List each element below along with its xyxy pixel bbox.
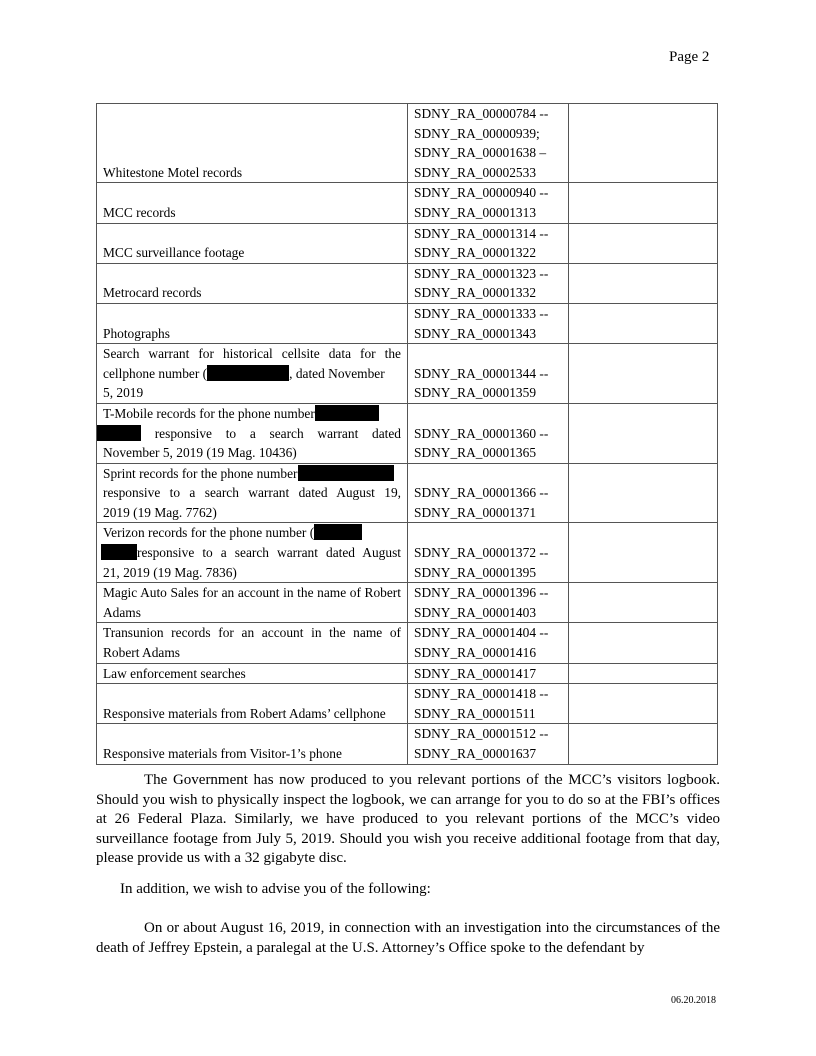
desc-line: 2019 (19 Mag. 7762) <box>103 504 217 520</box>
table-row <box>97 344 718 404</box>
bates-line: SDNY_RA_00001365 <box>414 445 537 461</box>
bates-range <box>408 523 569 583</box>
empty-cell <box>569 403 718 463</box>
row-description: Photographs <box>97 303 408 343</box>
table-row <box>97 183 718 223</box>
bates-line: SDNY_RA_00001637 <box>414 746 537 761</box>
desc-line <box>103 364 401 384</box>
bates-range <box>408 344 569 404</box>
bates-range <box>408 684 569 724</box>
row-description: Responsive materials from Visitor-1’s phone <box>97 724 408 764</box>
desc-fragment: Verizon records for the phone number ( <box>103 525 315 541</box>
redaction-box <box>298 465 394 481</box>
bates-range <box>408 104 569 183</box>
empty-cell <box>569 104 718 183</box>
bates-line: SDNY_RA_00001416 <box>414 645 537 661</box>
desc-fragment: cellphone number ( <box>103 365 208 381</box>
desc-line: November 5, 2019 (19 Mag. 10436) <box>103 445 297 461</box>
desc-line: Search warrant for historical cellsite data for the <box>103 346 401 362</box>
discovery-table <box>96 103 718 765</box>
bates-line: SDNY_RA_00001323 -- <box>414 265 549 281</box>
bates-line: SDNY_RA_00001511 <box>414 705 536 721</box>
bates-line: SDNY_RA_00001344 -- <box>414 365 549 381</box>
desc-line: 5, 2019 <box>103 385 144 401</box>
row-description <box>97 523 408 583</box>
redaction-box <box>315 405 379 421</box>
empty-cell <box>569 263 718 303</box>
desc-fragment: T-Mobile records for the phone number <box>103 405 315 421</box>
desc-fragment: Sprint records for the phone number <box>103 465 298 481</box>
table-row <box>97 623 718 663</box>
bates-line: SDNY_RA_00001313 <box>414 204 537 220</box>
empty-cell <box>569 303 718 343</box>
desc-line: 21, 2019 (19 Mag. 7836) <box>103 564 237 580</box>
bates-range <box>408 623 569 663</box>
bates-line: SDNY_RA_00001417 <box>414 665 537 681</box>
table-row <box>97 463 718 523</box>
empty-cell <box>569 223 718 263</box>
empty-cell <box>569 583 718 623</box>
bates-line: SDNY_RA_00001403 <box>414 604 537 620</box>
bates-line: SDNY_RA_00001372 -- <box>414 545 549 561</box>
page-number: Page 2 <box>669 49 710 65</box>
body-paragraph: The Government has now produced to you relevant portions of the MCC’s visitors logbook. Should you wish to physically inspect the logbook, we can arrange for you to do so at the FBI’s offices at 26 Federal Plaza. Similarly, we have produced to you relevant portions of the MCC’s video surveillance footage from July 5, 2019. Should you wish you receive additional footage from that day, please provide us with a 32 gigabyte disc. <box>96 772 720 866</box>
row-description: Magic Auto Sales for an account in the name of Robert Adams <box>97 583 408 623</box>
bates-range <box>408 583 569 623</box>
empty-cell <box>569 623 718 663</box>
desc-line <box>103 464 401 484</box>
table-row <box>97 724 718 764</box>
redaction-box <box>97 425 141 441</box>
bates-line: SDNY_RA_00001396 -- <box>414 585 549 601</box>
bates-range <box>408 183 569 223</box>
row-description: MCC records <box>97 183 408 223</box>
body-paragraph: On or about August 16, 2019, in connection with an investigation into the circumstances of the death of Jeffrey Epstein, a paralegal at the U.S. Attorney’s Office spoke to the defendant by <box>96 920 720 956</box>
bates-line: SDNY_RA_00001314 -- <box>414 225 549 241</box>
bates-line: SDNY_RA_00001418 -- <box>414 686 549 702</box>
bates-range <box>408 463 569 523</box>
bates-line: SDNY_RA_00001638 – <box>414 145 547 161</box>
table-row <box>97 684 718 724</box>
body-paragraph: In addition, we wish to advise you of the following: <box>120 881 431 897</box>
bates-range <box>408 263 569 303</box>
bates-line: SDNY_RA_00000940 -- <box>414 185 549 201</box>
desc-line <box>103 543 401 563</box>
table-row <box>97 583 718 623</box>
row-description <box>97 403 408 463</box>
bates-line: SDNY_RA_00002533 <box>414 164 537 180</box>
table-row <box>97 303 718 343</box>
row-description: Metrocard records <box>97 263 408 303</box>
redaction-box <box>207 365 289 381</box>
bates-range <box>408 303 569 343</box>
footer-date: 06.20.2018 <box>671 995 716 1006</box>
table-row <box>97 104 718 183</box>
bates-line: SDNY_RA_00001322 <box>414 245 537 261</box>
bates-line: SDNY_RA_00000939; <box>414 125 540 141</box>
bates-line: SDNY_RA_00000784 -- <box>414 106 549 121</box>
row-description <box>97 463 408 523</box>
table-row <box>97 263 718 303</box>
bates-line: SDNY_RA_00001395 <box>414 564 537 580</box>
bates-range <box>408 223 569 263</box>
bates-range <box>408 663 569 684</box>
redaction-box <box>314 524 362 540</box>
bates-line: SDNY_RA_00001359 <box>414 385 537 401</box>
redaction-box <box>101 544 137 560</box>
row-description: Whitestone Motel records <box>97 104 408 183</box>
desc-line: responsive to a search warrant dated August 19, <box>103 485 401 501</box>
desc-line <box>103 523 401 543</box>
desc-line: Responsive materials from Robert Adams’ cellphone <box>103 705 386 721</box>
table-row <box>97 663 718 684</box>
empty-cell <box>569 684 718 724</box>
desc-fragment: responsive to a search warrant dated August <box>137 545 401 561</box>
bates-line: SDNY_RA_00001343 <box>414 325 537 341</box>
empty-cell <box>569 183 718 223</box>
empty-cell <box>569 663 718 684</box>
row-description <box>97 684 408 724</box>
desc-line <box>103 404 401 424</box>
empty-cell <box>569 344 718 404</box>
table-row <box>97 403 718 463</box>
bates-line: SDNY_RA_00001366 -- <box>414 485 549 501</box>
desc-fragment: responsive to a search warrant dated <box>154 425 401 441</box>
bates-line: SDNY_RA_00001333 -- <box>414 305 549 321</box>
bates-line: SDNY_RA_00001512 -- <box>414 726 549 742</box>
row-description: Law enforcement searches <box>97 663 408 684</box>
row-description: Transunion records for an account in the name of Robert Adams <box>97 623 408 663</box>
bates-line: SDNY_RA_00001404 -- <box>414 625 549 641</box>
bates-range <box>408 724 569 764</box>
row-description: MCC surveillance footage <box>97 223 408 263</box>
empty-cell <box>569 724 718 764</box>
bates-line: SDNY_RA_00001360 -- <box>414 425 549 441</box>
desc-fragment: , dated November <box>289 365 385 381</box>
empty-cell <box>569 523 718 583</box>
table-row <box>97 223 718 263</box>
bates-line: SDNY_RA_00001371 <box>414 504 537 520</box>
row-description <box>97 344 408 404</box>
bates-line: SDNY_RA_00001332 <box>414 285 537 301</box>
empty-cell <box>569 463 718 523</box>
table-row <box>97 523 718 583</box>
bates-range <box>408 403 569 463</box>
desc-line <box>103 424 401 444</box>
